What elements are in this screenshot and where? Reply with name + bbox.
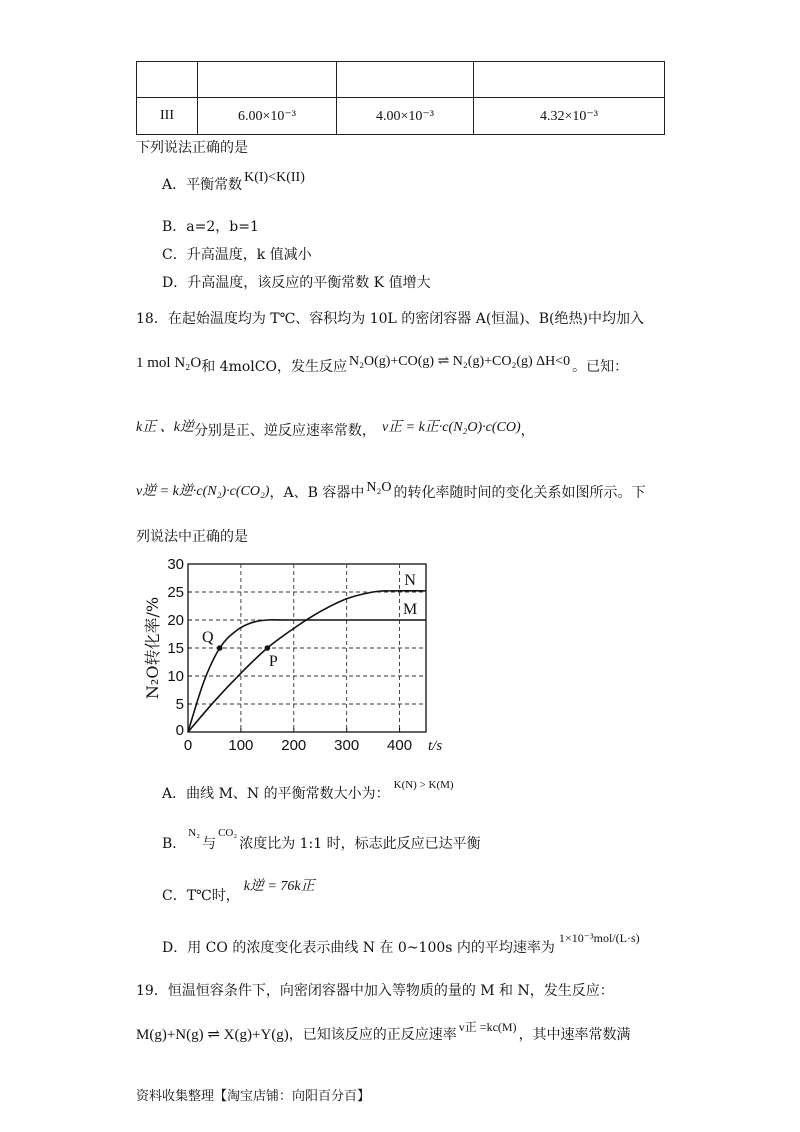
table-cell <box>474 62 665 98</box>
option-text: 平衡常数 <box>186 177 243 193</box>
text-run: 分别是正、逆反应速率常数， <box>193 423 376 439</box>
x-tick-label: 300 <box>334 737 360 754</box>
option-text: 曲线 M、N 的平衡常数大小为： <box>186 786 390 802</box>
q17-option-d <box>162 272 431 292</box>
x-tick-label: 400 <box>387 737 413 754</box>
option-text: 升高温度，该反应的平衡常数 K 值增大 <box>187 275 431 291</box>
option-letter: B． <box>162 219 187 235</box>
y-tick-label: 0 <box>175 722 184 739</box>
table-cell: 6.00×10⁻³ <box>198 98 337 135</box>
text-run: 的转化率随时间的变化关系如图所示。下 <box>393 485 646 501</box>
option-letter: B． <box>162 836 187 852</box>
q18-option-d <box>162 931 640 957</box>
footer-text: 资料收集整理【淘宝店铺：向阳百分百】 <box>136 1089 371 1104</box>
reactant-amount: 1 mol N₂O <box>136 355 202 371</box>
option-text: 浓度比为 1:1 时，标志此反应已达平衡 <box>239 836 481 852</box>
y-axis-label: N₂O转化率/% <box>143 596 162 700</box>
y-tick-label: 10 <box>167 668 184 685</box>
option-formula: k逆 = 76k正 <box>243 879 315 894</box>
reaction-equation: N₂O(g)+CO(g) ⇌ N₂(g)+CO₂(g) ΔH<0 <box>348 354 571 369</box>
text-run: ， <box>520 423 535 439</box>
option-letter: A． <box>162 786 187 802</box>
option-formula: 1×10⁻³mol/(L·s) <box>558 931 640 945</box>
option-text: a=2，b=1 <box>186 219 259 235</box>
rate-formula: v正 =kc(M) <box>458 1020 517 1034</box>
option-text: 升高温度，k 值减小 <box>186 247 312 263</box>
text-run: ，A、B 容器中 <box>269 485 365 501</box>
rate-constants: k正 、k逆 <box>136 420 194 435</box>
y-tick-label: 15 <box>167 640 184 657</box>
text-run: 与 <box>202 836 217 852</box>
q17-option-a <box>162 170 305 194</box>
table-row-label: III <box>137 98 198 135</box>
option-text: 用 CO 的浓度变化表示曲线 N 在 0~100s 内的平均速率为 <box>187 940 555 956</box>
series-label-M: M <box>403 601 418 618</box>
option-letter: C． <box>162 247 187 263</box>
table-cell: 4.32×10⁻³ <box>474 98 665 135</box>
series-line-N <box>188 591 426 732</box>
data-point-P <box>265 645 271 651</box>
y-tick-label: 30 <box>167 556 184 573</box>
q17-option-c <box>162 244 312 264</box>
point-label-P: P <box>268 653 278 670</box>
q18-option-a <box>162 779 454 803</box>
x-tick-label: 0 <box>183 737 193 754</box>
y-tick-label: 25 <box>167 584 184 601</box>
q18-option-c <box>162 879 315 905</box>
text-run: ，已知该反应的正反应速率 <box>288 1027 457 1043</box>
x-axis-label: t/s <box>428 738 443 754</box>
q17-prompt: 下列说法正确的是 <box>136 140 248 156</box>
x-tick-label: 200 <box>281 737 307 754</box>
q18-line4 <box>136 482 645 502</box>
data-point-Q <box>217 645 223 651</box>
species-formula: N₂O <box>366 480 392 495</box>
option-formula: K(N) > K(M) <box>393 779 454 791</box>
option-letter: C． <box>162 888 187 904</box>
q18-line1: 18．在起始温度均为 T℃、容积均为 10L 的密闭容器 A(恒温)、B(绝热)中均加入 <box>136 311 644 327</box>
q19-line2 <box>136 1020 631 1044</box>
point-label-Q: Q <box>201 629 214 646</box>
option-letter: D． <box>162 275 188 291</box>
conversion-chart <box>136 552 446 758</box>
text-run: ，其中速率常数满 <box>518 1027 631 1043</box>
rate-data-table <box>136 61 665 135</box>
table-cell: 4.00×10⁻³ <box>337 98 474 135</box>
y-tick-label: 20 <box>167 612 184 629</box>
reaction-equation: M(g)+N(g) ⇌ X(g)+Y(g) <box>136 1027 289 1043</box>
option-letter: D． <box>162 940 188 956</box>
text-run: 。已知： <box>572 359 629 375</box>
q18-line5: 列说法中正确的是 <box>136 529 248 545</box>
species-n2: N₂ <box>188 827 201 839</box>
q18-line3 <box>136 420 535 440</box>
text-run: 和 4molCO，发生反应 <box>201 359 347 375</box>
y-tick-label: 5 <box>175 696 184 713</box>
forward-rate-formula: v正 = k正·c(N₂O)·c(CO) <box>381 420 521 435</box>
q19-line1: 19．恒温恒容条件下，向密闭容器中加入等物质的量的 M 和 N，发生反应： <box>136 983 614 999</box>
q17-option-b <box>162 216 259 236</box>
reverse-rate-formula: v逆 = k逆·c(N₂)·c(CO₂) <box>136 484 270 499</box>
option-letter: A． <box>162 177 187 193</box>
species-co2: CO₂ <box>218 827 238 839</box>
table-cell <box>137 62 198 98</box>
option-formula: K(I)<K(II) <box>244 170 305 185</box>
option-text: T℃时， <box>186 888 240 904</box>
q18-option-b <box>162 827 481 853</box>
table-cell <box>337 62 474 98</box>
table-cell <box>198 62 337 98</box>
series-label-N: N <box>404 571 416 589</box>
q18-line2 <box>136 356 628 376</box>
x-tick-label: 100 <box>228 737 254 754</box>
